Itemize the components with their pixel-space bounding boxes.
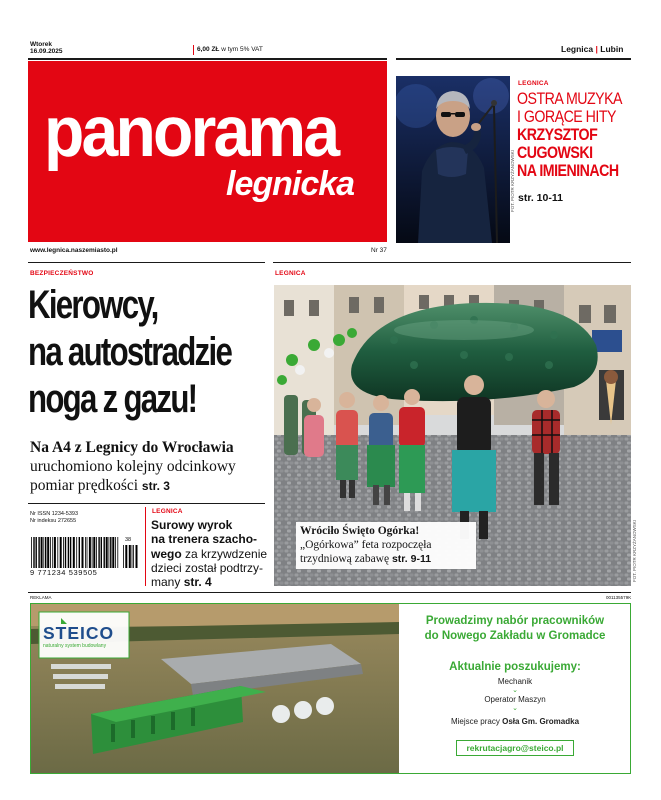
ad-text-panel [399,604,631,774]
top-story-headline-line: CUGOWSKI [517,144,593,162]
issn-block [30,511,78,525]
ad-workplace-label: Miejsce pracy [450,717,500,726]
top-story-headline-line: KRZYSZTOF [517,126,598,144]
website-label: www.legnica.naszemiasto.pl [30,247,118,254]
chevron-down-icon: ⌄ [512,705,518,712]
top-story-pages: str. 10-11 [518,192,563,204]
lead-story-kicker: BEZPIECZEŃSTWO [30,270,94,277]
logo-main: panorama [44,93,338,172]
photo-story-kicker: LEGNICA [275,270,306,277]
price-block [197,46,263,54]
ad-workplace-value: Osła Gm. Gromadka [502,717,580,726]
festival-photo-credit: FOT. PIOTR KRZYŻANOWSKI [632,520,637,583]
logo-block [28,61,387,242]
steico-ad [30,603,631,774]
photo-caption-line: „Ogórkowa” feta rozpoczęła [300,539,432,551]
top-story-headline [517,90,622,180]
section-rule-left [28,262,265,263]
ad-email-box[interactable]: rekrutacjagro@steico.pl [456,740,574,756]
short-story-kicker: LEGNICA [152,508,183,515]
lead-headline-line: noga z gazu! [28,377,197,421]
barcode-addon-number: 38 [125,537,132,543]
ad-position: Operator Maszyn [484,695,546,704]
short-story-pages: str. 4 [183,575,212,590]
photo-story-pages: str. 9-11 [391,553,432,565]
ad-headline-line: Prowadzimy nabór pracowników [425,615,605,627]
masthead-rule-right [396,58,631,60]
barcode-bars [30,537,120,568]
index-line: Nr indeksu 272655 [30,518,77,524]
masthead-rule-left [28,58,387,60]
festival-photo [274,285,631,586]
price-note: w tym 5% VAT [221,46,263,53]
barcode-addon-bars [122,545,138,568]
top-story-headline-line: OSTRA MUZYKA [517,90,622,108]
ad-subheading: Aktualnie poszukujemy: [449,661,581,673]
section-rule-right [273,262,631,263]
issue-number: Nr 37 [371,247,387,254]
lead-headline-line: Kierowcy, [28,283,158,327]
ad-workplace [399,717,631,726]
concert-photo-credit: FOT. PIOTR KRZYŻANOWSKI [510,150,515,213]
lead-subhead-line: pomiar prędkości [30,477,139,494]
lead-subhead-line: uruchomiono kolejny odcinkowy [30,458,236,475]
steico-logo: STEICO [43,623,115,643]
photo-caption-title: Wróciło Święto Ogórka! [300,525,420,537]
day-label: Wtorek [30,41,53,48]
issn-line: Nr ISSN 1234-5393 [30,511,78,517]
ad-label: REKLAMA [30,595,52,600]
ad-position: Mechanik [497,677,533,686]
barcode [30,537,140,577]
price-divider [193,45,194,55]
date-label: 16.09.2025 [30,48,63,55]
lead-headline-line: na autostradzie [28,330,232,374]
lead-bottom-rule [28,503,265,504]
photo-caption [296,522,476,569]
lead-subhead-bold: Na A4 z Legnicy do Wrocławia [30,439,234,456]
ad-code: 001135579K [606,595,632,600]
price: 6,00 ZŁ [197,46,220,53]
short-body-line: dzieci został podtrzy- [151,560,264,575]
ad-headline [399,614,631,644]
short-headline-line: Surowy wyrok [151,518,233,532]
lead-story-headline [28,282,231,423]
lead-story-subhead [30,438,236,496]
barcode-number: 9 771234 539505 [30,568,98,577]
top-story-headline-line: I GORĄCE HITY [517,108,616,126]
logo-sub: legnicka [226,165,355,203]
short-headline-line: wego [151,546,182,561]
short-story-divider [145,507,146,586]
steico-tagline: naturalny system budowlany [43,643,107,649]
top-story-headline-line: NA IMIENINACH [517,162,619,180]
photo-caption-line: trzydniową zabawę [300,553,390,565]
lead-story-pages: str. 3 [141,479,170,493]
short-story-text [151,518,271,589]
ad-headline-line: do Nowego Zakładu w Gromadce [424,630,606,642]
ad-top-rule [28,592,631,593]
edition-city-2: Lubin [600,44,624,54]
factory-aerial-photo [31,604,399,774]
short-body-line: many [151,575,181,590]
edition-cities: Legnica | Lubin [561,44,624,54]
chevron-down-icon: ⌄ [512,687,518,694]
short-headline-line: na trenera szacho- [151,532,258,547]
short-body-first: za krzywdzenie [185,546,268,561]
edition-city-1: Legnica [561,44,594,54]
top-story-kicker: LEGNICA [518,80,549,87]
concert-photo [396,76,510,243]
